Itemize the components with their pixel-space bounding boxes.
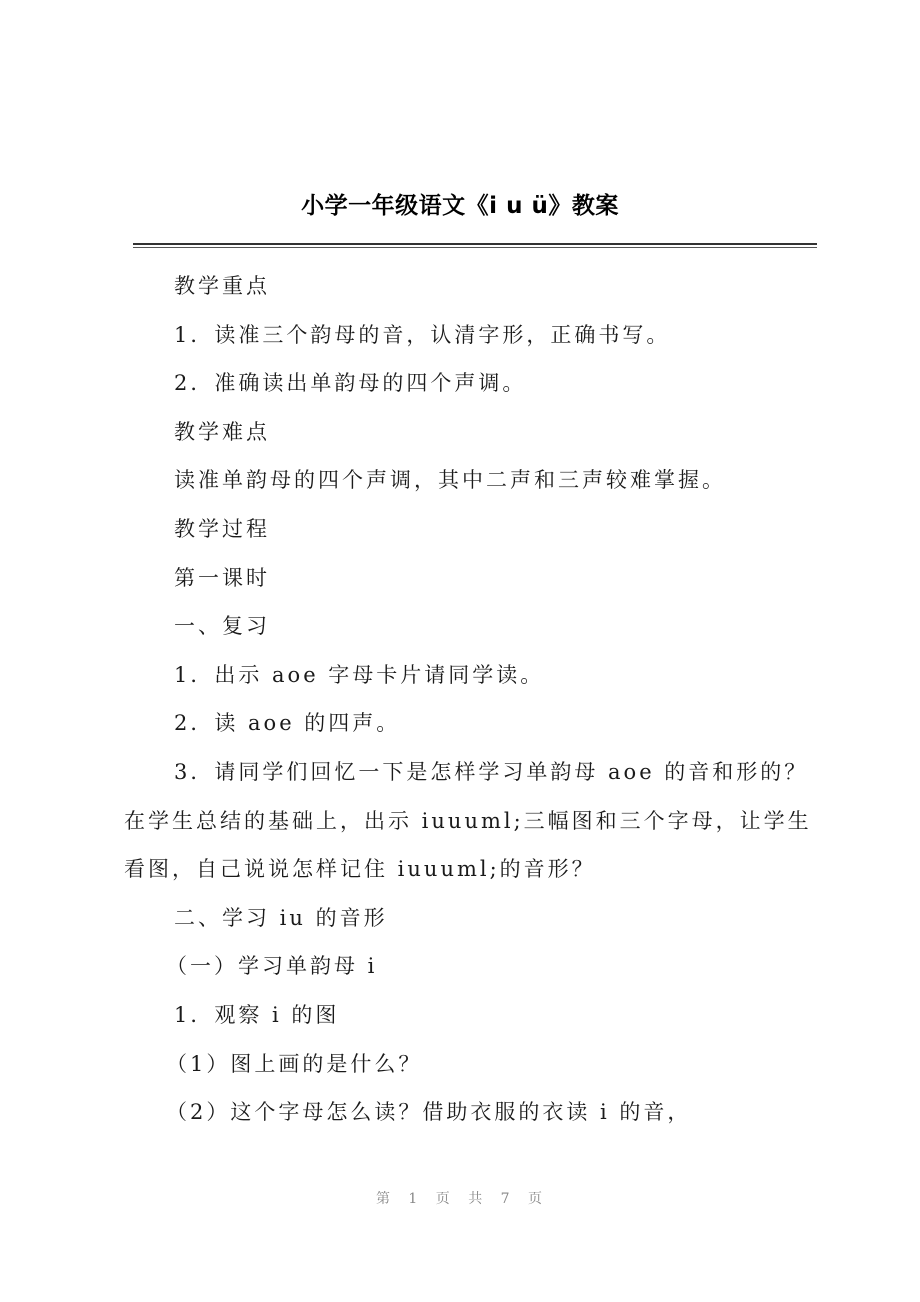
paragraph: 2．读 aoe 的四声。 <box>174 711 401 736</box>
paragraph: （2）这个字母怎么读？借助衣服的衣读 i 的音， <box>166 1100 692 1125</box>
paragraph: 1．读准三个韵母的音，认清字形，正确书写。 <box>174 322 671 347</box>
paragraph: 3．请同学们回忆一下是怎样学习单韵母 aoe 的音和形的？ <box>174 759 809 784</box>
subsection-heading-learn-i: （一）学习单韵母 i <box>166 954 378 979</box>
page-footer: 第 1 页 共 7 页 <box>375 1191 545 1207</box>
paragraph: 1．观察 i 的图 <box>174 1002 340 1027</box>
section-heading-first-lesson: 第一课时 <box>174 565 270 590</box>
section-heading-review: 一、复习 <box>174 614 270 639</box>
document-body <box>124 262 814 1137</box>
section-heading-difficulties: 教学难点 <box>174 419 270 444</box>
paragraph: 1．出示 aoe 字母卡片请同学读。 <box>174 662 545 687</box>
paragraph-continuation: 看图，自己说说怎样记住 iuuuml;的音形？ <box>124 857 596 882</box>
section-heading-key-points: 教学重点 <box>174 274 270 298</box>
paragraph-continuation: 在学生总结的基础上，出示 iuuuml;三幅图和三个字母，让学生 <box>124 808 812 833</box>
title-double-rule <box>133 243 817 248</box>
paragraph: 读准单韵母的四个声调，其中二声和三声较难掌握。 <box>174 468 726 493</box>
paragraph: （1）图上画的是什么？ <box>166 1051 423 1076</box>
paragraph: 2．准确读出单韵母的四个声调。 <box>174 371 527 396</box>
section-heading-process: 教学过程 <box>174 516 270 541</box>
document-title: 小学一年级语文《i u ü》教案 <box>301 193 619 219</box>
section-heading-learn-iu: 二、学习 iu 的音形 <box>174 905 388 930</box>
